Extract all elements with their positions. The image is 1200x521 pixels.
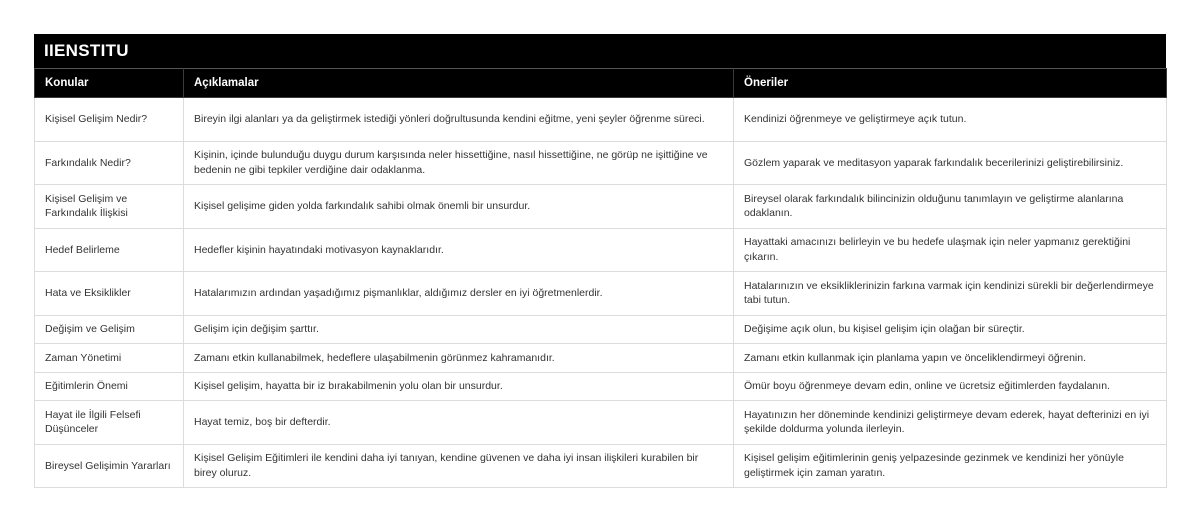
cell-suggestion: Gözlem yaparak ve meditasyon yaparak farkındalık becerilerinizi geliştirebilirsiniz. xyxy=(734,141,1167,185)
table-header-row xyxy=(35,69,1167,98)
table-row xyxy=(35,344,1167,373)
header-suggestions: Öneriler xyxy=(734,69,1167,98)
topics-table xyxy=(34,68,1167,488)
table-row xyxy=(35,98,1167,142)
cell-suggestion: Hatalarınızın ve eksikliklerinizin farkına varmak için kendinizi sürekli bir değerlendirmeye tabi tutun. xyxy=(734,272,1167,316)
table-row xyxy=(35,372,1167,401)
table-row xyxy=(35,141,1167,185)
cell-description: Kişinin, içinde bulunduğu duygu durum karşısında neler hissettiğine, nasıl hissettiğine, ne görüp ne işittiğine ve bedenin ne gibi tepkiler verdiğine dair odaklanma. xyxy=(184,141,734,185)
table-row xyxy=(35,444,1167,488)
cell-topic: Eğitimlerin Önemi xyxy=(35,372,184,401)
cell-description: Gelişim için değişim şarttır. xyxy=(184,315,734,344)
cell-suggestion: Bireysel olarak farkındalık bilincinizin olduğunu tanımlayın ve geliştirme alanlarına odaklanın. xyxy=(734,185,1167,229)
cell-description: Hatalarımızın ardından yaşadığımız pişmanlıklar, aldığımız dersler en iyi öğretmenlerdir. xyxy=(184,272,734,316)
cell-topic: Zaman Yönetimi xyxy=(35,344,184,373)
cell-suggestion: Hayattaki amacınızı belirleyin ve bu hedefe ulaşmak için neler yapmanız gerektiğini çıkarın. xyxy=(734,228,1167,272)
table-row xyxy=(35,401,1167,445)
cell-topic: Farkındalık Nedir? xyxy=(35,141,184,185)
table-row xyxy=(35,228,1167,272)
cell-suggestion: Hayatınızın her döneminde kendinizi geliştirmeye devam ederek, hayat defterinizi en iyi şekilde doldurma yolunda ilerleyin. xyxy=(734,401,1167,445)
header-topics: Konular xyxy=(35,69,184,98)
cell-description: Hedefler kişinin hayatındaki motivasyon kaynaklarıdır. xyxy=(184,228,734,272)
cell-topic: Hedef Belirleme xyxy=(35,228,184,272)
content-table-card xyxy=(34,34,1166,488)
table-row xyxy=(35,272,1167,316)
cell-description: Bireyin ilgi alanları ya da geliştirmek istediği yönleri doğrultusunda kendini eğitme, yeni şeyler öğrenme süreci. xyxy=(184,98,734,142)
table-row xyxy=(35,185,1167,229)
cell-suggestion: Kendinizi öğrenmeye ve geliştirmeye açık tutun. xyxy=(734,98,1167,142)
cell-suggestion: Kişisel gelişim eğitimlerinin geniş yelpazesinde gezinmek ve kendinizi her yönüyle geliştirmek için zaman yaratın. xyxy=(734,444,1167,488)
cell-description: Kişisel gelişime giden yolda farkındalık sahibi olmak önemli bir unsurdur. xyxy=(184,185,734,229)
cell-suggestion: Zamanı etkin kullanmak için planlama yapın ve önceliklendirmeyi öğrenin. xyxy=(734,344,1167,373)
cell-description: Hayat temiz, boş bir defterdir. xyxy=(184,401,734,445)
cell-topic: Hayat ile İlgili Felsefi Düşünceler xyxy=(35,401,184,445)
cell-topic: Değişim ve Gelişim xyxy=(35,315,184,344)
cell-topic: Kişisel Gelişim ve Farkındalık İlişkisi xyxy=(35,185,184,229)
cell-description: Zamanı etkin kullanabilmek, hedeflere ulaşabilmenin görünmez kahramanıdır. xyxy=(184,344,734,373)
brand-header xyxy=(34,34,1166,68)
cell-suggestion: Ömür boyu öğrenmeye devam edin, online ve ücretsiz eğitimlerden faydalanın. xyxy=(734,372,1167,401)
cell-description: Kişisel gelişim, hayatta bir iz bırakabilmenin yolu olan bir unsurdur. xyxy=(184,372,734,401)
table-row xyxy=(35,315,1167,344)
cell-suggestion: Değişime açık olun, bu kişisel gelişim için olağan bir süreçtir. xyxy=(734,315,1167,344)
cell-description: Kişisel Gelişim Eğitimleri ile kendini daha iyi tanıyan, kendine güvenen ve daha iyi insan ilişkileri kurabilen bir birey oluruz. xyxy=(184,444,734,488)
cell-topic: Hata ve Eksiklikler xyxy=(35,272,184,316)
brand-title: IIENSTITU xyxy=(44,41,129,60)
header-descriptions: Açıklamalar xyxy=(184,69,734,98)
cell-topic: Bireysel Gelişimin Yararları xyxy=(35,444,184,488)
cell-topic: Kişisel Gelişim Nedir? xyxy=(35,98,184,142)
